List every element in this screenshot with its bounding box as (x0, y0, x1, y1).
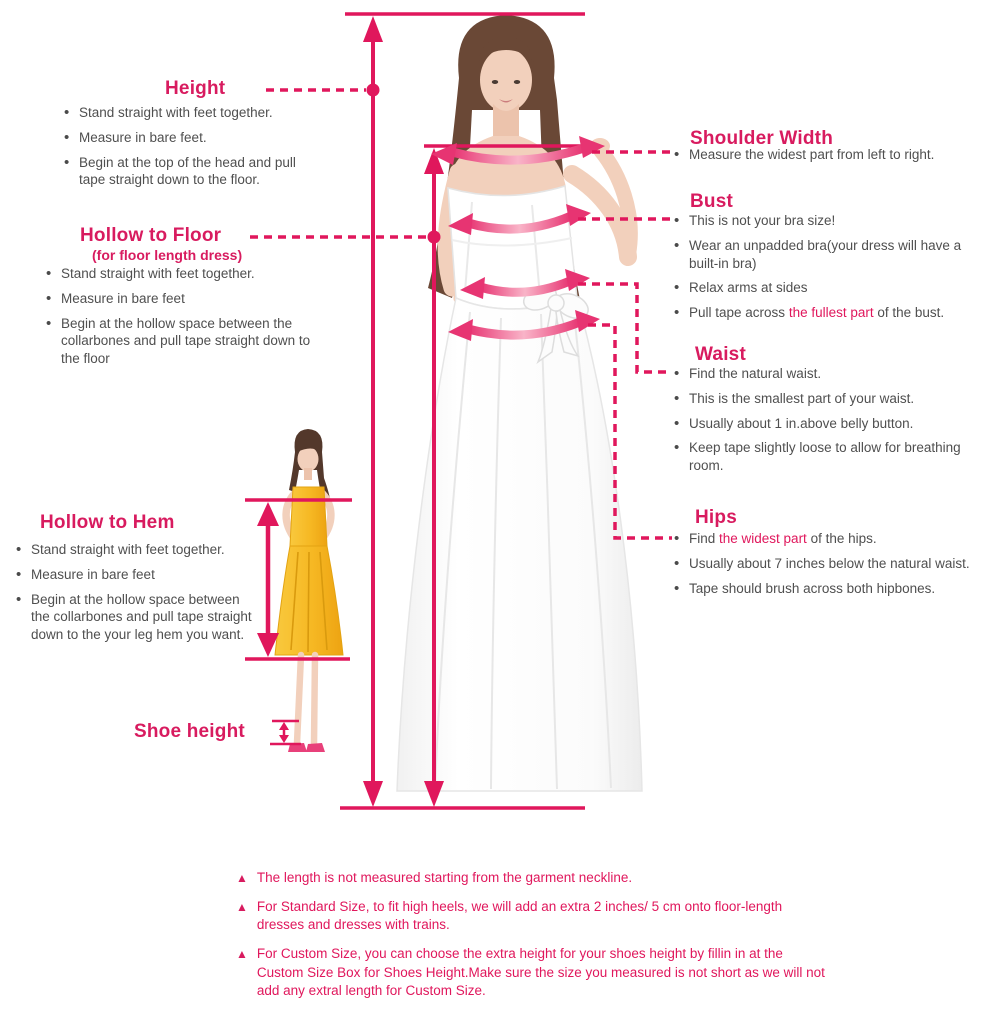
bullet-item: • Stand straight with feet together. (62, 104, 318, 122)
waist-bullets (672, 365, 967, 482)
bullet-item: • Measure in bare feet (44, 290, 312, 308)
bullet-item: • Measure in bare feet (14, 566, 259, 584)
arrow-down-icon (363, 781, 383, 807)
warning-note (236, 898, 828, 935)
arrow-down-icon (424, 781, 444, 807)
hollow-to-hem-bullets (14, 541, 259, 651)
warning-note-text: For Standard Size, to fit high heels, we will add an extra 2 inches/ 5 cm onto floor-length dresses and dresses with trains. (256, 898, 783, 933)
warning-note (236, 869, 828, 888)
bust-title: Bust (690, 191, 734, 212)
bullet-item: • Relax arms at sides (672, 279, 978, 297)
warning-triangle-icon: ▲ (236, 871, 248, 885)
bullet-item: • Stand straight with feet together. (14, 541, 259, 559)
height-bullets (62, 104, 318, 196)
bullet-item: • This is the smallest part of your waist. (672, 390, 967, 408)
eye-right (514, 80, 520, 84)
shoulder-width-bullets (672, 146, 984, 171)
bullet-item: • This is not your bra size! (672, 212, 978, 230)
small-leg-left (297, 655, 301, 743)
height-title: Height (165, 78, 226, 99)
bullet-item: • Begin at the top of the head and pull tape straight down to the floor. (62, 154, 318, 190)
hollow-to-hem-title: Hollow to Hem (40, 512, 175, 533)
hips-bullets (672, 530, 984, 604)
warning-notes (236, 869, 828, 1011)
small-skirt-fold (308, 552, 309, 652)
small-leg-right (314, 655, 315, 743)
bullet-item: • Measure in bare feet. (62, 129, 318, 147)
hollow-to-floor-title: Hollow to Floor (80, 225, 222, 246)
bullet-item: • Measure the widest part from left to right. (672, 146, 984, 164)
warning-triangle-icon: ▲ (236, 946, 248, 961)
shoulder-width-title: Shoulder Width (690, 128, 833, 149)
small-dress-bodice (290, 487, 327, 546)
bullet-item: • Keep tape slightly loose to allow for breathing room. (672, 439, 967, 475)
bullet-item: • Begin at the hollow space between the collarbones and pull tape straight down to the floor (44, 315, 312, 368)
warning-note (236, 945, 828, 1001)
small-shoe-right (306, 743, 325, 752)
hollow-to-floor-bullets (44, 265, 312, 375)
bullet-item: • Tape should brush across both hipbones. (672, 580, 984, 598)
arrow-up-icon (363, 16, 383, 42)
arrow-up-icon (279, 722, 289, 730)
bullet-item: • Usually about 7 inches below the natural waist. (672, 555, 984, 573)
bullet-item: • Begin at the hollow space between the collarbones and pull tape straight down to the your leg hem you want. (14, 591, 259, 644)
eye-left (492, 80, 498, 84)
small-neck (304, 468, 312, 480)
bullet-item: • Usually about 1 in.above belly button. (672, 415, 967, 433)
bust-bullets (672, 212, 978, 329)
arrow-down-icon (279, 735, 289, 743)
bullet-item: • Stand straight with feet together. (44, 265, 312, 283)
hollow-to-floor-subtitle: (for floor length dress) (92, 247, 243, 263)
arrow-up-icon (257, 502, 279, 526)
bullet-item: • Find the widest part of the hips. (672, 530, 984, 548)
shoe-height-title: Shoe height (134, 721, 245, 742)
bullet-item: • Pull tape across the fullest part of the bust. (672, 304, 978, 322)
bullet-item: • Find the natural waist. (672, 365, 967, 383)
waist-title: Waist (695, 344, 746, 365)
warning-note-text: For Custom Size, you can choose the extra height for your shoes height by fillin in at the Custom Size Box for Shoes Height.Make sure the size you measured is not short as we will not add any extral length for Custom Size. (256, 945, 825, 999)
hollow-anchor-dot (428, 231, 441, 244)
hips-title: Hips (695, 507, 737, 528)
small-model-photo (275, 429, 343, 752)
warning-note-text: The length is not measured starting from the garment neckline. (256, 870, 633, 885)
height-anchor-dot (367, 84, 380, 97)
bullet-item: • Wear an unpadded bra(your dress will have a built-in bra) (672, 237, 978, 273)
warning-triangle-icon: ▲ (236, 899, 248, 914)
